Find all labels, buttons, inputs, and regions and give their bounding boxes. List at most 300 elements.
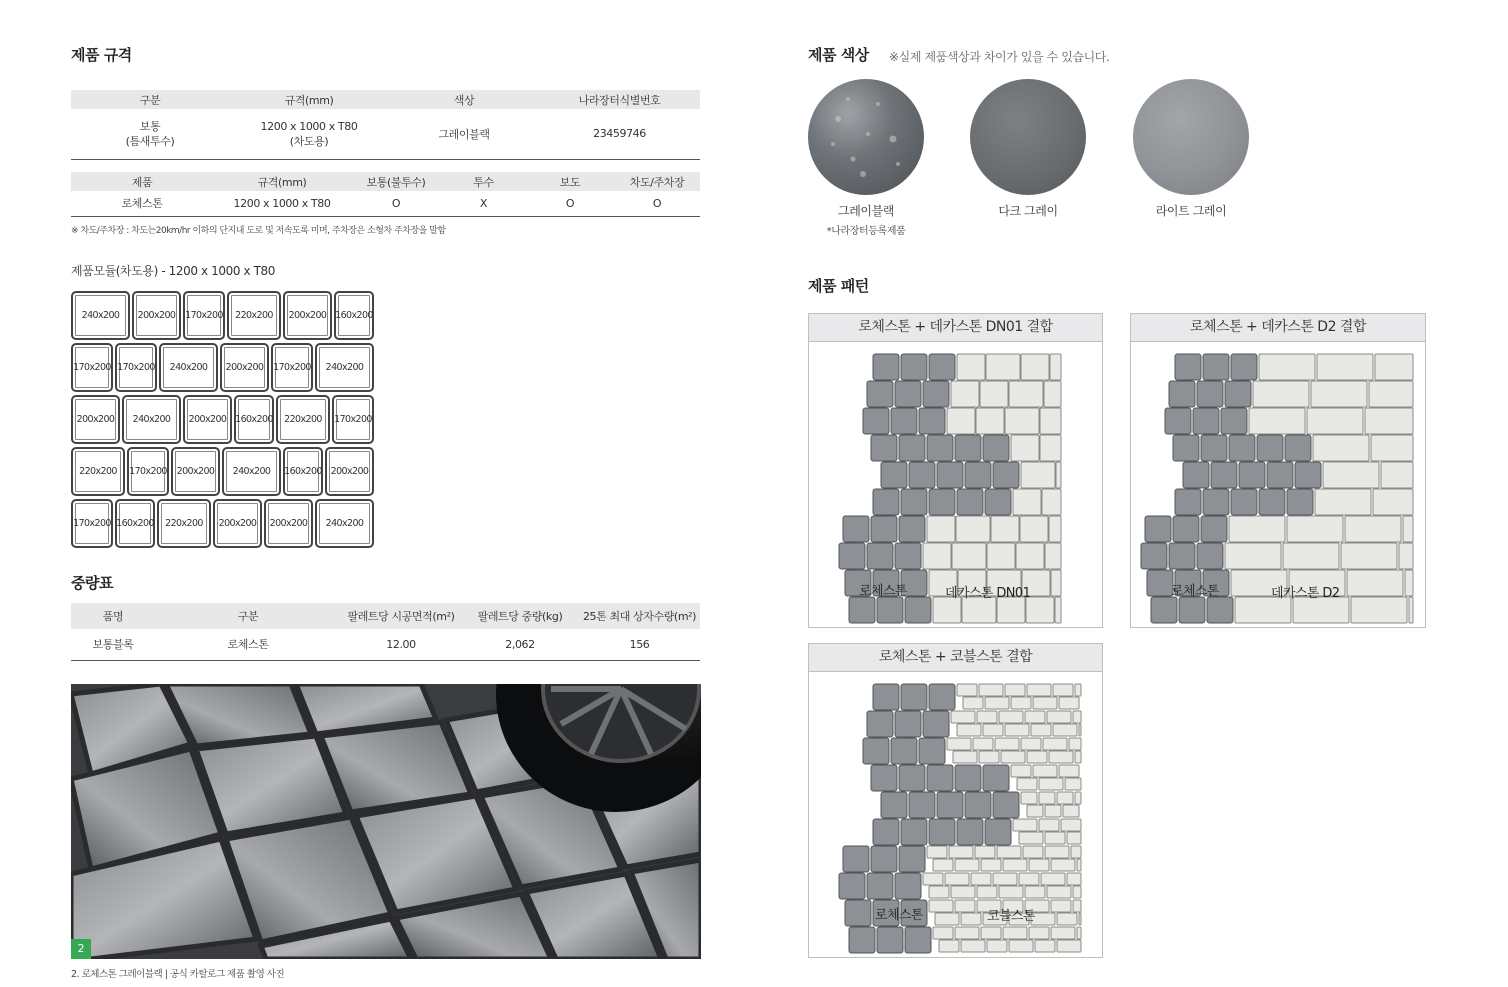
light-stone-block [1033, 765, 1057, 777]
roche-stone-block [1203, 489, 1229, 515]
module-block: 170x200 [271, 343, 313, 392]
light-stone-block [991, 516, 1019, 542]
spec1-cell: 1200 x 1000 x T80 (차도용) [229, 109, 389, 159]
light-stone-block [961, 913, 981, 925]
roche-stone-block [895, 381, 921, 407]
roche-stone-block [871, 516, 897, 542]
swatch-sub-label: *나라장터등록제품 [826, 226, 906, 237]
roche-stone-block [983, 765, 1009, 791]
roche-stone-block [871, 846, 897, 872]
pattern-label-right: 데카스톤 D2 [1271, 586, 1340, 601]
spec1-header: 규격(mm) [229, 90, 389, 109]
light-stone-block [953, 751, 977, 763]
light-stone-block [1045, 543, 1061, 569]
light-stone-block [1405, 570, 1413, 596]
swatch-light-gray [1133, 79, 1249, 195]
light-stone-block [1051, 900, 1071, 912]
light-stone-block [1347, 570, 1403, 596]
light-stone-block [1065, 778, 1081, 790]
module-block: 170x200 [115, 343, 157, 392]
light-stone-block [1035, 940, 1055, 952]
light-stone-block [1341, 543, 1397, 569]
light-stone-block [1042, 489, 1061, 515]
weight-header: 구분 [155, 603, 341, 629]
light-stone-block [1025, 886, 1045, 898]
spec2-header: 보도 [526, 172, 614, 191]
light-stone-block [1323, 462, 1379, 488]
light-stone-block [1053, 724, 1077, 736]
roche-stone-block [923, 711, 949, 737]
light-stone-block [997, 846, 1021, 858]
pattern-label-left: 로체스톤 [1171, 584, 1219, 599]
light-stone-block [1011, 697, 1031, 709]
spec1-cell: 보통 (틈새투수) [71, 109, 229, 159]
light-stone-block [1019, 873, 1039, 885]
module-block: 240x200 [159, 343, 218, 392]
roche-stone-block [1267, 462, 1293, 488]
roche-stone-block [909, 792, 935, 818]
module-block: 220x200 [157, 499, 211, 548]
roche-stone-block [1287, 489, 1313, 515]
light-stone-block [1040, 408, 1061, 434]
light-stone-block [1021, 354, 1049, 380]
light-stone-block [1053, 684, 1073, 696]
weight-cell: 12.00 [341, 629, 461, 660]
light-stone-block [1079, 913, 1081, 925]
light-stone-block [1021, 738, 1041, 750]
light-stone-block [1039, 819, 1059, 831]
light-stone-block [1287, 516, 1343, 542]
light-stone-block [1005, 724, 1029, 736]
spec2-cell: O [526, 191, 614, 216]
module-block: 240x200 [315, 343, 374, 392]
roche-stone-block [1173, 435, 1199, 461]
roche-stone-block [863, 738, 889, 764]
light-stone-block [1057, 913, 1077, 925]
light-stone-block [1369, 381, 1413, 407]
light-stone-block [1051, 927, 1075, 939]
roche-stone-block [993, 462, 1019, 488]
spec1-cell: 그레이블랙 [389, 109, 539, 159]
module-block: 200x200 [132, 291, 181, 340]
roche-stone-block [899, 765, 925, 791]
module-block: 160x200 [115, 499, 155, 548]
light-stone-block [1075, 751, 1081, 763]
roche-stone-block [957, 819, 983, 845]
light-stone-block [951, 711, 975, 723]
light-stone-block [1040, 435, 1061, 461]
light-stone-block [955, 927, 979, 939]
roche-stone-block [891, 738, 917, 764]
light-stone-block [1009, 940, 1033, 952]
roche-stone-block [919, 408, 945, 434]
module-block: 240x200 [315, 499, 374, 548]
roche-stone-block [863, 408, 889, 434]
roche-stone-block [1141, 543, 1167, 569]
light-stone-block [952, 543, 986, 569]
light-stone-block [1345, 516, 1401, 542]
roche-stone-block [901, 489, 927, 515]
module-block: 200x200 [325, 447, 374, 496]
light-stone-block [933, 927, 953, 939]
light-stone-block [995, 738, 1019, 750]
light-stone-block [1063, 805, 1079, 817]
light-stone-block [1403, 516, 1413, 542]
light-stone-block [971, 873, 991, 885]
roche-stone-block [1183, 462, 1209, 488]
light-stone-block [957, 684, 977, 696]
light-stone-block [1375, 354, 1413, 380]
roche-stone-block [985, 489, 1011, 515]
light-stone-block [1005, 408, 1039, 434]
paver-photo-illustration [71, 684, 701, 959]
roche-stone-block [957, 489, 983, 515]
light-stone-block [1079, 724, 1081, 736]
roche-stone-block [1231, 489, 1257, 515]
roche-stone-block [905, 597, 931, 623]
spec2-header: 규격(mm) [213, 172, 351, 191]
spec2-cell: O [351, 191, 441, 216]
light-stone-block [1049, 516, 1061, 542]
light-stone-block [1225, 543, 1281, 569]
roche-stone-block [1147, 570, 1173, 596]
light-stone-block [999, 886, 1023, 898]
light-stone-block [929, 900, 953, 912]
light-stone-block [1055, 597, 1061, 623]
light-stone-block [1071, 846, 1081, 858]
roche-stone-block [1221, 408, 1247, 434]
light-stone-block [985, 697, 1009, 709]
roche-stone-block [1201, 516, 1227, 542]
light-stone-block [973, 738, 993, 750]
roche-stone-block [899, 435, 925, 461]
roche-stone-block [1229, 435, 1255, 461]
light-stone-block [947, 738, 971, 750]
swatch-gray-black [808, 79, 924, 195]
light-stone-block [1033, 697, 1057, 709]
spec2-header: 투수 [441, 172, 526, 191]
roche-stone-block [923, 381, 949, 407]
roche-stone-block [1151, 597, 1177, 623]
weight-cell: 보통블록 [71, 629, 155, 660]
module-block: 170x200 [183, 291, 225, 340]
module-block: 170x200 [127, 447, 169, 496]
light-stone-block [1373, 489, 1413, 515]
light-stone-block [1021, 462, 1055, 488]
light-stone-block [1041, 873, 1065, 885]
module-block: 170x200 [332, 395, 374, 444]
light-stone-block [1005, 684, 1025, 696]
light-stone-block [1283, 543, 1339, 569]
roche-stone-block [1201, 435, 1227, 461]
light-stone-block [955, 859, 979, 871]
roche-stone-block [937, 462, 963, 488]
roche-stone-block [839, 873, 865, 899]
light-stone-block [949, 846, 973, 858]
light-stone-block [1045, 832, 1065, 844]
module-block: 200x200 [283, 291, 332, 340]
light-stone-block [963, 697, 983, 709]
roche-stone-block [881, 462, 907, 488]
light-stone-block [1249, 408, 1305, 434]
roche-stone-block [871, 435, 897, 461]
product-photo [71, 684, 701, 959]
weight-header: 품명 [71, 603, 155, 629]
light-stone-block [981, 859, 1001, 871]
roche-stone-block [849, 597, 875, 623]
roche-stone-block [873, 354, 899, 380]
light-stone-block [939, 940, 959, 952]
light-stone-block [955, 900, 975, 912]
light-stone-block [1013, 819, 1037, 831]
light-stone-block [986, 354, 1020, 380]
light-stone-block [1311, 381, 1367, 407]
light-stone-block [1057, 792, 1073, 804]
roche-stone-block [881, 792, 907, 818]
spec-table-1 [71, 90, 700, 160]
pattern-label-left: 로체스톤 [859, 584, 907, 599]
spec1-header: 구분 [71, 90, 229, 109]
light-stone-block [923, 543, 951, 569]
light-stone-block [1409, 597, 1413, 623]
weight-table [71, 603, 700, 661]
roche-stone-block [867, 873, 893, 899]
light-stone-block [1050, 354, 1061, 380]
spec-title: 제품 규격 [71, 46, 132, 64]
roche-stone-block [1231, 354, 1257, 380]
module-grid [71, 291, 377, 549]
light-stone-block [1027, 684, 1051, 696]
light-stone-block [1067, 832, 1081, 844]
light-stone-block [1045, 846, 1069, 858]
light-stone-block [1049, 751, 1073, 763]
roche-stone-block [1193, 408, 1219, 434]
module-block: 200x200 [264, 499, 313, 548]
roche-stone-block [1197, 381, 1223, 407]
roche-stone-block [895, 711, 921, 737]
light-stone-block [947, 408, 975, 434]
roche-stone-block [905, 927, 931, 953]
light-stone-block [979, 751, 999, 763]
roche-stone-block [919, 738, 945, 764]
light-stone-block [1073, 711, 1081, 723]
spec1-header: 나라장터식별번호 [539, 90, 700, 109]
photo-badge: 2 [71, 939, 91, 959]
light-stone-block [983, 724, 1003, 736]
patterns-title: 제품 패턴 [808, 277, 869, 295]
light-stone-block [981, 927, 1001, 939]
weight-header: 팔레트당 중량(kg) [461, 603, 579, 629]
roche-stone-block [899, 846, 925, 872]
swatch-label: 그레이블랙 [838, 204, 894, 218]
light-stone-block [1077, 927, 1081, 939]
light-stone-block [1381, 462, 1413, 488]
light-stone-block [1057, 940, 1081, 952]
roche-stone-block [871, 765, 897, 791]
roche-stone-block [965, 462, 991, 488]
light-stone-block [1307, 408, 1363, 434]
light-stone-block [1259, 354, 1315, 380]
roche-stone-block [873, 819, 899, 845]
spec2-cell: 1200 x 1000 x T80 [213, 191, 351, 216]
pattern-card-d2 [1130, 313, 1426, 628]
light-stone-block [1027, 751, 1047, 763]
light-stone-block [1365, 408, 1413, 434]
roche-stone-block [867, 381, 893, 407]
weight-cell: 156 [579, 629, 700, 660]
light-stone-block [1317, 354, 1373, 380]
light-stone-block [1067, 873, 1081, 885]
spec2-cell: 로체스톤 [71, 191, 213, 216]
roche-stone-block [901, 354, 927, 380]
light-stone-block [1021, 792, 1037, 804]
roche-stone-block [955, 765, 981, 791]
spec1-header: 색상 [389, 90, 539, 109]
roche-stone-block [1257, 435, 1283, 461]
light-stone-block [945, 873, 969, 885]
photo-caption: 2. 로체스톤 그레이블랙 | 공식 카탈로그 제품 촬영 사진 [71, 969, 285, 980]
light-stone-block [980, 381, 1008, 407]
weight-header: 팔레트당 시공면적(m²) [341, 603, 461, 629]
roche-stone-block [993, 792, 1019, 818]
roche-stone-block [909, 462, 935, 488]
roche-stone-block [867, 543, 893, 569]
module-block: 200x200 [183, 395, 232, 444]
light-stone-block [977, 886, 997, 898]
light-stone-block [1047, 711, 1071, 723]
roche-stone-block [843, 516, 869, 542]
light-stone-block [1013, 489, 1041, 515]
module-block: 220x200 [276, 395, 330, 444]
roche-stone-block [877, 927, 903, 953]
light-stone-block [977, 711, 997, 723]
roche-stone-block [937, 792, 963, 818]
roche-stone-block [877, 597, 903, 623]
module-block: 240x200 [71, 291, 130, 340]
light-stone-block [933, 859, 953, 871]
light-stone-block [979, 684, 1003, 696]
light-stone-block [1023, 846, 1043, 858]
roche-stone-block [1145, 516, 1171, 542]
roche-stone-block [899, 516, 925, 542]
light-stone-block [1027, 805, 1043, 817]
light-stone-block [957, 724, 981, 736]
light-stone-block [1059, 697, 1079, 709]
light-stone-block [951, 886, 975, 898]
light-stone-block [956, 516, 990, 542]
light-stone-block [1011, 435, 1039, 461]
roche-stone-block [1207, 597, 1233, 623]
roche-stone-block [849, 927, 875, 953]
roche-stone-block [1285, 435, 1311, 461]
roche-stone-block [873, 684, 899, 710]
roche-stone-block [891, 408, 917, 434]
roche-stone-block [867, 711, 893, 737]
weight-cell: 로체스톤 [155, 629, 341, 660]
light-stone-block [1029, 859, 1049, 871]
light-stone-block [929, 886, 949, 898]
roche-stone-block [985, 819, 1011, 845]
light-stone-block [1029, 927, 1049, 939]
module-block: 240x200 [222, 447, 281, 496]
light-stone-block [1011, 765, 1031, 777]
module-block: 200x200 [171, 447, 220, 496]
light-stone-block [987, 940, 1007, 952]
module-block: 160x200 [234, 395, 274, 444]
roche-stone-block [965, 792, 991, 818]
light-stone-block [1075, 792, 1081, 804]
module-block: 170x200 [71, 499, 113, 548]
light-stone-block [993, 873, 1017, 885]
roche-stone-block [1225, 381, 1251, 407]
light-stone-block [1351, 597, 1407, 623]
roche-stone-block [927, 765, 953, 791]
module-block: 220x200 [227, 291, 281, 340]
module-title: 제품모듈(차도용) - 1200 x 1000 x T80 [71, 264, 276, 278]
weight-cell: 2,062 [461, 629, 579, 660]
light-stone-block [951, 381, 979, 407]
light-stone-block [1047, 886, 1071, 898]
pattern-card-dn01 [808, 313, 1103, 628]
roche-stone-block [843, 846, 869, 872]
light-stone-block [1003, 859, 1027, 871]
light-stone-block [1253, 381, 1309, 407]
roche-stone-block [845, 900, 871, 926]
module-block: 160x200 [334, 291, 374, 340]
light-stone-block [927, 516, 955, 542]
pattern-title: 로체스톤 + 데카스톤 D2 결합 [1131, 314, 1425, 342]
roche-stone-block [1175, 354, 1201, 380]
light-stone-block [1025, 711, 1045, 723]
light-stone-block [1077, 859, 1081, 871]
module-block: 170x200 [71, 343, 113, 392]
pattern-title: 로체스톤 + 데카스톤 DN01 결합 [809, 314, 1102, 342]
light-stone-block [923, 873, 943, 885]
roche-stone-block [895, 873, 921, 899]
spec-note: ※ 차도/주차장 : 차도는20km/hr 이하의 단지내 도로 및 저속도록 미며, 주차장은 소형차 주차장을 말함 [71, 226, 446, 236]
roche-stone-block [1169, 381, 1195, 407]
roche-stone-block [929, 354, 955, 380]
swatch-dark-gray [970, 79, 1086, 195]
spec1-cell: 23459746 [539, 109, 700, 159]
light-stone-block [1069, 738, 1081, 750]
roche-stone-block [1259, 489, 1285, 515]
light-stone-block [975, 846, 995, 858]
module-block: 220x200 [71, 447, 125, 496]
swatch-label: 라이트 그레이 [1155, 204, 1227, 218]
light-stone-block [1075, 684, 1081, 696]
pattern-label-right: 데카스톤 DN01 [945, 586, 1031, 601]
spec2-cell: X [441, 191, 526, 216]
spec2-header: 차도/주차장 [614, 172, 700, 191]
light-stone-block [976, 408, 1004, 434]
light-stone-block [1315, 489, 1371, 515]
module-block: 200x200 [220, 343, 269, 392]
roche-stone-block [1179, 597, 1205, 623]
roche-stone-block [929, 819, 955, 845]
light-stone-block [1001, 751, 1025, 763]
colors-title: 제품 색상 [808, 46, 869, 64]
pattern-title: 로체스톤 + 코블스톤 결합 [809, 644, 1102, 672]
roche-stone-block [983, 435, 1009, 461]
roche-stone-block [901, 684, 927, 710]
roche-stone-block [1175, 489, 1201, 515]
roche-stone-block [927, 435, 953, 461]
light-stone-block [1056, 462, 1061, 488]
light-stone-block [1073, 886, 1081, 898]
light-stone-block [961, 940, 985, 952]
roche-stone-block [873, 489, 899, 515]
